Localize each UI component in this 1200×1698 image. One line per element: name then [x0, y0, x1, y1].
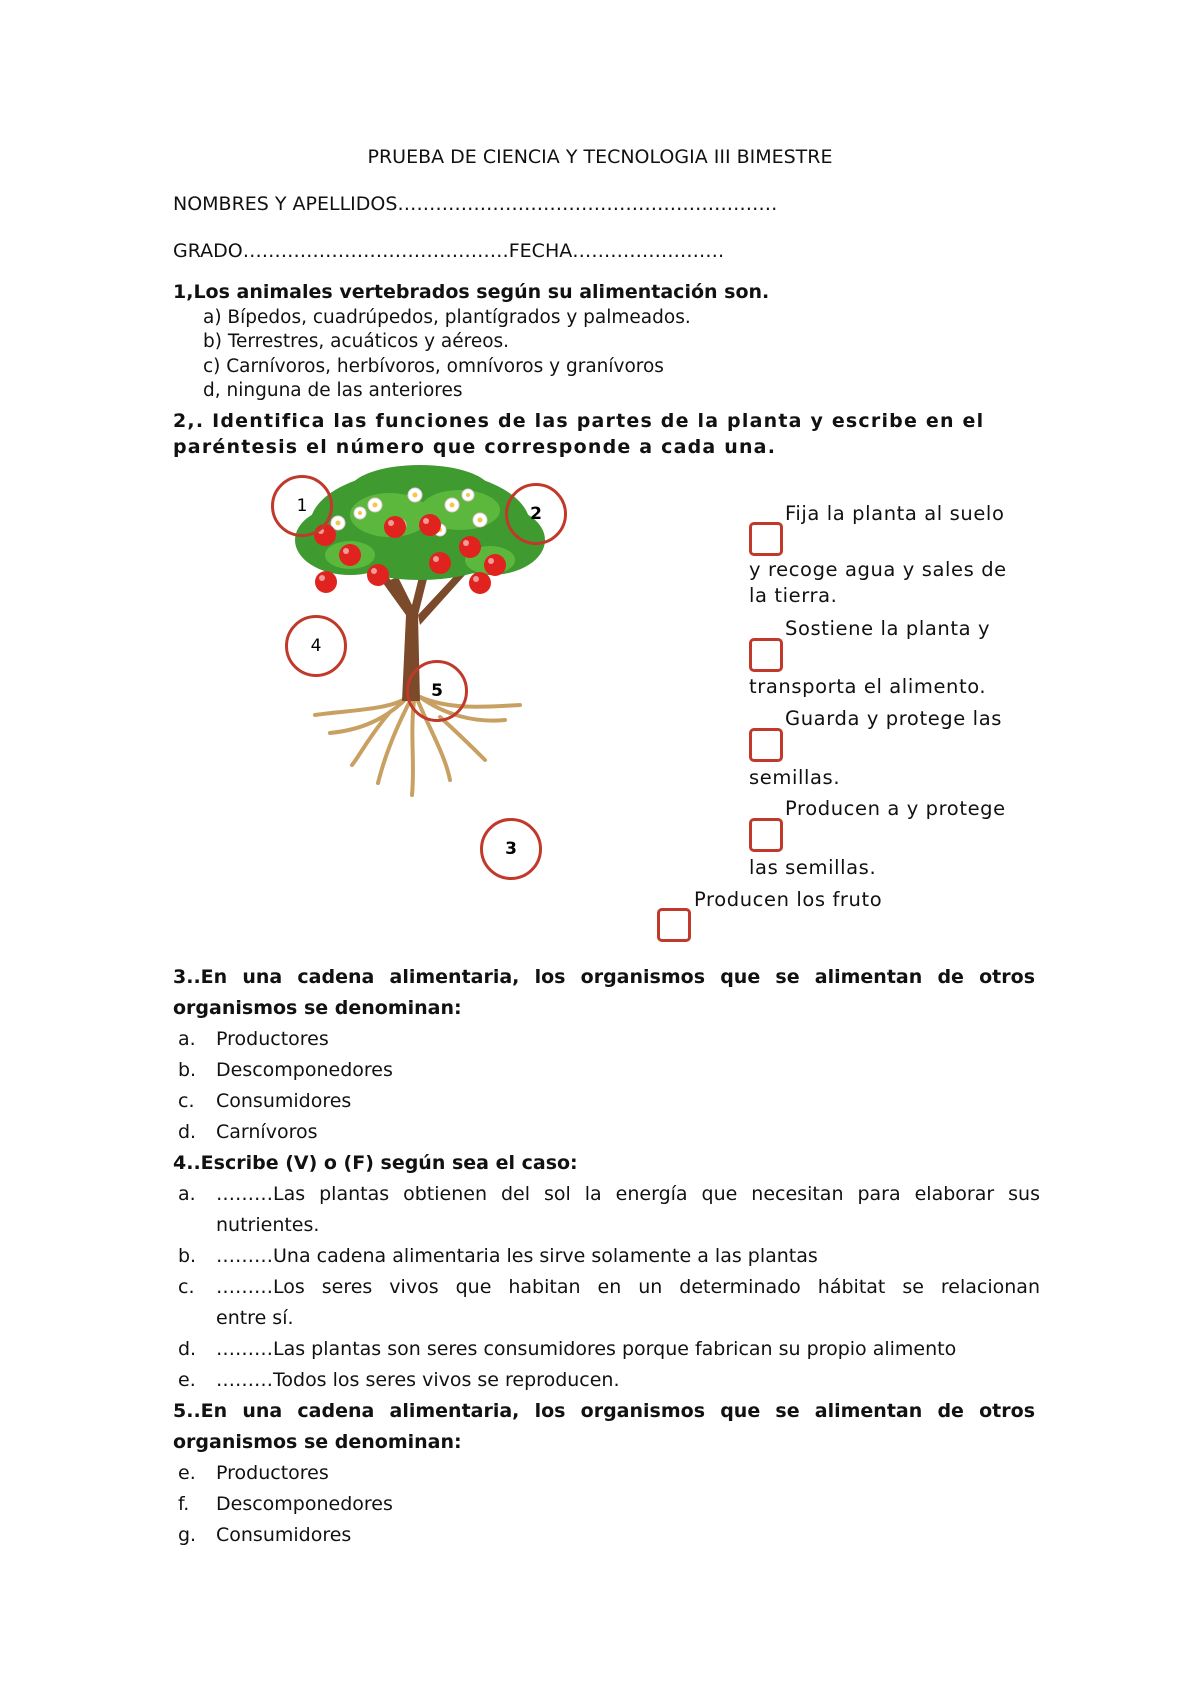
answer-box-2[interactable] [749, 638, 783, 672]
answer-box-5[interactable] [657, 908, 691, 942]
list-marker: e. [178, 1462, 196, 1484]
label-circle-2: 2 [505, 483, 567, 545]
function-text-1a: Fija la planta al suelo [785, 502, 1005, 525]
option-text: Consumidores [216, 1524, 352, 1546]
option-text: Carnívoros [216, 1121, 318, 1143]
question-3-line-2: organismos se denominan: [173, 997, 462, 1019]
function-text-5: Producen los fruto [694, 888, 883, 911]
list-marker: c. [178, 1276, 195, 1298]
option-text: Consumidores [216, 1090, 352, 1112]
item-text: ………Las plantas son seres consumidores porque fabrican su propio alimento [216, 1338, 957, 1360]
question-3-line-1: 3..En una cadena alimentaria, los organismos que se alimentan de otros [173, 966, 1035, 988]
answer-box-4[interactable] [749, 818, 783, 852]
question-2-line-1: 2,. Identifica las funciones de las partes de la planta y escribe en el [173, 410, 985, 432]
q3-option-a[interactable] [178, 1028, 329, 1050]
label-circle-1: 1 [271, 475, 333, 537]
q5-option-e[interactable] [178, 1462, 329, 1484]
list-marker: a. [178, 1183, 196, 1205]
q4-item-a-cont [178, 1214, 319, 1236]
label-circle-5: 5 [406, 660, 468, 722]
list-marker: f. [178, 1493, 190, 1515]
question-5-line-2: organismos se denominan: [173, 1431, 462, 1453]
q4-item-c[interactable] [178, 1276, 1040, 1298]
q1-option-c[interactable]: c) Carnívoros, herbívoros, omnívoros y granívoros [203, 356, 664, 377]
grade-date-field[interactable]: GRADO……………………………………FECHA…………………… [173, 240, 725, 262]
q4-item-c-cont [178, 1307, 294, 1329]
q3-option-d[interactable] [178, 1121, 318, 1143]
item-text: ………Las plantas obtienen del sol la energía que necesitan para elaborar sus [216, 1183, 1040, 1205]
q4-item-b[interactable] [178, 1245, 818, 1267]
page-title: PRUEBA DE CIENCIA Y TECNOLOGIA III BIMESTRE [367, 146, 833, 168]
list-marker: e. [178, 1369, 196, 1391]
list-marker: a. [178, 1028, 196, 1050]
question-2-line-2: paréntesis el número que corresponde a cada una. [173, 436, 777, 458]
function-text-4a: Producen a y protege [785, 797, 1006, 820]
function-text-3b: semillas. [749, 766, 841, 789]
list-marker: b. [178, 1059, 197, 1081]
list-marker: d. [178, 1338, 197, 1360]
item-text: nutrientes. [216, 1214, 320, 1236]
names-field[interactable]: NOMBRES Y APELLIDOS…………………………………………………… [173, 193, 778, 215]
function-text-2a: Sostiene la planta y [785, 617, 991, 640]
list-marker: g. [178, 1524, 197, 1546]
q4-item-d[interactable] [178, 1338, 956, 1360]
function-text-1c: la tierra. [749, 584, 838, 607]
list-marker: c. [178, 1090, 195, 1112]
q1-option-b[interactable]: b) Terrestres, acuáticos y aéreos. [203, 331, 510, 352]
function-text-2b: transporta el alimento. [749, 675, 987, 698]
function-text-4b: las semillas. [749, 856, 877, 879]
q4-item-a[interactable] [178, 1183, 1040, 1205]
q3-option-c[interactable] [178, 1090, 351, 1112]
item-text: ………Una cadena alimentaria les sirve solamente a las plantas [216, 1245, 818, 1267]
item-text: ………Los seres vivos que habitan en un determinado hábitat se relacionan [216, 1276, 1040, 1298]
question-5-line-1: 5..En una cadena alimentaria, los organismos que se alimentan de otros [173, 1400, 1035, 1422]
option-text: Productores [216, 1028, 329, 1050]
function-text-1b: y recoge agua y sales de [749, 558, 1007, 581]
q5-option-g[interactable] [178, 1524, 351, 1546]
q1-option-d[interactable]: d, ninguna de las anteriores [203, 380, 463, 401]
list-marker: b. [178, 1245, 197, 1267]
q5-option-f[interactable] [178, 1493, 393, 1515]
q3-option-b[interactable] [178, 1059, 393, 1081]
item-text: entre sí. [216, 1307, 294, 1329]
q1-option-a[interactable]: a) Bípedos, cuadrúpedos, plantígrados y palmeados. [203, 307, 691, 328]
item-text: ………Todos los seres vivos se reproducen. [216, 1369, 620, 1391]
list-marker: d. [178, 1121, 197, 1143]
question-1: 1,Los animales vertebrados según su alimentación son. [173, 281, 770, 303]
question-4: 4..Escribe (V) o (F) según sea el caso: [173, 1152, 578, 1174]
function-text-3a: Guarda y protege las [785, 707, 1002, 730]
option-text: Descomponedores [216, 1493, 393, 1515]
label-circle-4: 4 [285, 615, 347, 677]
answer-box-1[interactable] [749, 522, 783, 556]
option-text: Productores [216, 1462, 329, 1484]
label-circle-3: 3 [480, 818, 542, 880]
answer-box-3[interactable] [749, 728, 783, 762]
q4-item-e[interactable] [178, 1369, 620, 1391]
option-text: Descomponedores [216, 1059, 393, 1081]
